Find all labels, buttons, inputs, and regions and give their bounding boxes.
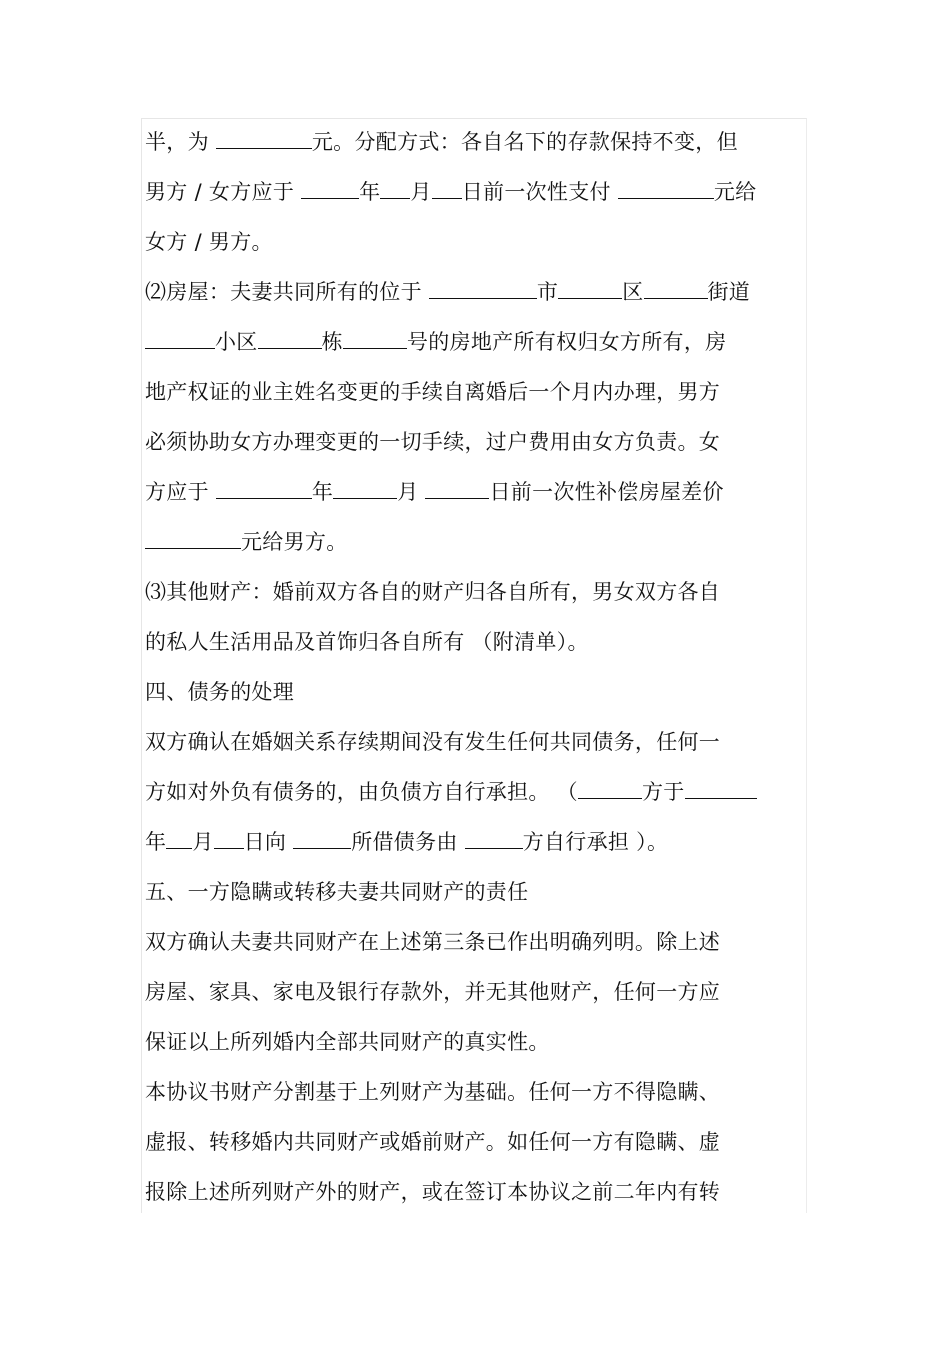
fill-in-blank: [618, 178, 714, 199]
text-segment: 必须协助女方办理变更的一切手续，过户费用由女方负责。女: [145, 430, 721, 454]
fill-in-blank: [145, 328, 215, 349]
fill-in-blank: [465, 828, 523, 849]
text-segment: 方应于: [145, 480, 216, 504]
fill-in-blank: [644, 278, 708, 299]
fill-in-blank: [216, 128, 312, 149]
text-segment: 日前一次性支付: [461, 180, 618, 204]
fill-in-blank: [343, 328, 407, 349]
text-segment: 小区: [215, 330, 258, 354]
fill-in-blank: [425, 478, 489, 499]
text-segment: 方如对外负有债务的，由负债方自行承担。 （: [145, 780, 578, 804]
text-segment: 双方确认夫妻共同财产在上述第三条已作出明确列明。除上述: [145, 930, 721, 954]
text-segment: 区: [622, 280, 644, 304]
text-line: [145, 1178, 720, 1206]
text-segment: 栋: [321, 330, 343, 354]
fill-in-blank: [301, 178, 359, 199]
text-segment: 保证以上所列婚内全部共同财产的真实性。: [145, 1030, 550, 1054]
text-line: [145, 128, 738, 156]
text-line: [145, 778, 757, 806]
fill-in-blank: [685, 778, 757, 799]
text-segment: 元给男方。: [241, 530, 348, 554]
text-line: [145, 978, 720, 1006]
text-segment: ⑵房屋：夫妻共同所有的位于: [145, 280, 429, 304]
text-segment: 所借债务由: [351, 830, 465, 854]
text-segment: 房屋、家具、家电及银行存款外，并无其他财产，任何一方应: [145, 980, 721, 1004]
text-segment: 地产权证的业主姓名变更的手续自离婚后一个月内办理，男方: [145, 380, 721, 404]
text-segment: 本协议书财产分割基于上列财产为基础。任何一方不得隐瞒、: [145, 1080, 721, 1104]
text-line: [145, 828, 668, 856]
text-line: [145, 928, 720, 956]
text-segment: 年: [145, 830, 167, 854]
section-heading-debts: [145, 678, 294, 706]
text-segment: 虚报、转移婚内共同财产或婚前财产。如任何一方有隐瞒、虚: [145, 1130, 721, 1154]
text-line: [145, 378, 720, 406]
text-line: [145, 1078, 720, 1106]
fill-in-blank: [380, 178, 410, 199]
text-segment: 男方 / 女方应于: [145, 180, 302, 204]
text-segment: 方于: [641, 780, 685, 804]
fill-in-blank: [333, 478, 397, 499]
fill-in-blank: [258, 328, 322, 349]
fill-in-blank: [216, 478, 312, 499]
text-segment: 月: [397, 480, 426, 504]
text-line: [145, 228, 273, 256]
text-segment: 双方确认在婚姻关系存续期间没有发生任何共同债务，任何一: [145, 730, 721, 754]
text-segment: 女方 / 男方。: [145, 230, 273, 254]
fill-in-blank: [578, 778, 642, 799]
text-line: [145, 728, 720, 756]
fill-in-blank: [429, 278, 537, 299]
text-line: [145, 1128, 720, 1156]
fill-in-blank: [293, 828, 351, 849]
text-line: [145, 478, 724, 506]
text-line: [145, 578, 720, 606]
text-segment: 年: [359, 180, 381, 204]
text-segment: 五、一方隐瞒或转移夫妻共同财产的责任: [145, 880, 529, 904]
text-line: [145, 178, 756, 206]
text-segment: 的私人生活用品及首饰归各自所有 （附清单）。: [145, 630, 589, 654]
fill-in-blank: [166, 828, 192, 849]
fill-in-blank: [432, 178, 462, 199]
text-segment: 号的房地产所有权归女方所有，房: [406, 330, 727, 354]
text-line: [145, 1028, 550, 1056]
text-segment: 半，为: [145, 130, 216, 154]
text-segment: 月: [192, 830, 214, 854]
text-segment: 元。分配方式：各自名下的存款保持不变，但: [311, 130, 738, 154]
text-segment: 四、债务的处理: [145, 680, 295, 704]
fill-in-blank: [145, 528, 241, 549]
text-line: [145, 278, 750, 306]
text-segment: 报除上述所列财产外的财产，或在签订本协议之前二年内有转: [145, 1180, 721, 1204]
text-segment: 市: [536, 280, 559, 304]
fill-in-blank: [214, 828, 244, 849]
text-line: [145, 628, 589, 656]
text-line: [145, 328, 726, 356]
text-segment: 元给: [713, 180, 757, 204]
text-segment: ⑶其他财产：婚前双方各自的财产归各自所有，男女双方各自: [145, 580, 721, 604]
text-segment: 日向: [243, 830, 294, 854]
text-line: [145, 528, 348, 556]
text-segment: 方自行承担 ）。: [522, 830, 669, 854]
text-segment: 日前一次性补偿房屋差价: [489, 480, 724, 504]
text-line: [145, 428, 720, 456]
fill-in-blank: [558, 278, 622, 299]
text-segment: 年: [311, 480, 334, 504]
text-segment: 街道: [707, 280, 751, 304]
section-heading-concealment: [145, 878, 528, 906]
text-segment: 月: [410, 180, 432, 204]
